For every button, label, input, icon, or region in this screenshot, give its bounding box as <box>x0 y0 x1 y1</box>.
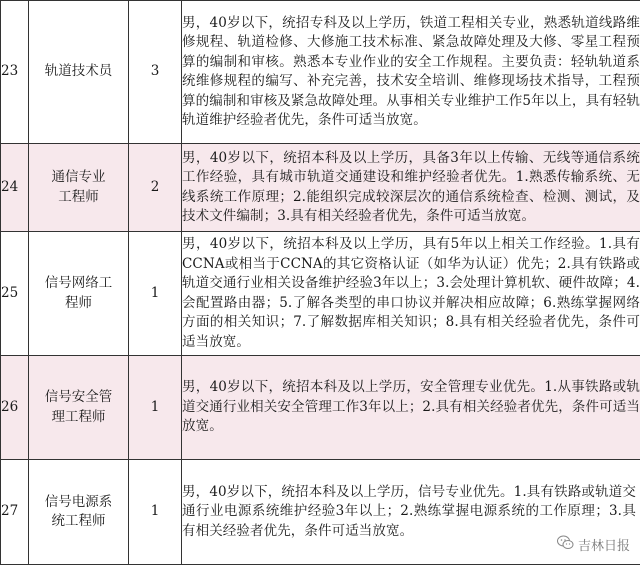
requirements-text: 男，40岁以下，统招本科及以上学历，安全管理专业优先。1.从事铁路或轨道交通行业相关安全管理工作3年以上；2.具有相关经验者优先，条件可适当放宽。 <box>182 356 640 460</box>
row-number: 27 <box>1 460 29 565</box>
headcount: 1 <box>129 460 182 565</box>
requirements-text: 男，40岁以下，统招专科及以上学历，铁道工程相关专业，熟悉轨道线路维修规程、轨道检修、大修施工技术标准、紧急故障处理及大修、零星工程预算的编制和审核。熟悉本专业作业的安全工作规程。主要负责：轻轨轨道系统维修规程的编写、补充完善，技术安全培训、维修现场技术指导，工程预算的编制和审核及紧急故障处理。从事相关专业维护工作5年以上，具有轻轨轨道维护经验者优先，条件可适当放宽。 <box>182 1 640 144</box>
position-title: 通信专业工程师 <box>29 144 129 232</box>
row-number: 25 <box>1 232 29 356</box>
table-row <box>1 232 640 356</box>
position-title: 信号网络工程师 <box>29 232 129 356</box>
watermark <box>557 535 630 554</box>
position-title: 轨道技术员 <box>29 1 129 144</box>
headcount: 1 <box>129 232 182 356</box>
requirements-text: 男，40岁以下，统招本科及以上学历，信号专业优先。1.具有铁路或轨道交通行业电源系统维护经验3年以上；2.熟练掌握电源系统的工作原理；3.具有相关经验者优先，条件可适当放宽。 <box>182 460 640 565</box>
requirements-text: 男，40岁以下，统招本科及以上学历，具备3年以上传输、无线等通信系统工作经验，具有城市轨道交通建设和维护经验者优先。1.熟悉传输系统、无线系统工作原理；2.能组织完成较深层次的通信系统检查、检测、测试，及技术文件编制；3.具有相关经验者优先，条件可适当放宽。 <box>182 144 640 232</box>
wechat-icon <box>557 535 574 554</box>
table-row <box>1 356 640 460</box>
row-number: 23 <box>1 1 29 144</box>
watermark-text: 吉林日报 <box>578 535 630 554</box>
row-number: 26 <box>1 356 29 460</box>
row-number: 24 <box>1 144 29 232</box>
position-title: 信号安全管理工程师 <box>29 356 129 460</box>
headcount: 1 <box>129 356 182 460</box>
table-row <box>1 1 640 144</box>
headcount: 2 <box>129 144 182 232</box>
table-row <box>1 460 640 565</box>
table-row <box>1 144 640 232</box>
position-title: 信号电源系统工程师 <box>29 460 129 565</box>
headcount: 3 <box>129 1 182 144</box>
requirements-text: 男，40岁以下，统招本科及以上学历，具有5年以上相关工作经验。1.具有CCNA或相当于CCNA的其它资格认证（如华为认证）优先；2.具有铁路或轨道交通行业相关设备维护经验3年以上；3.会处理计算机软、硬件故障；4.会配置路由器；5.了解各类型的串口协议并解决相应故障；6.熟练掌握网络方面的相关知识；7.了解数据库相关知识；8.具有相关经验者优先，条件可适当放宽。 <box>182 232 640 356</box>
